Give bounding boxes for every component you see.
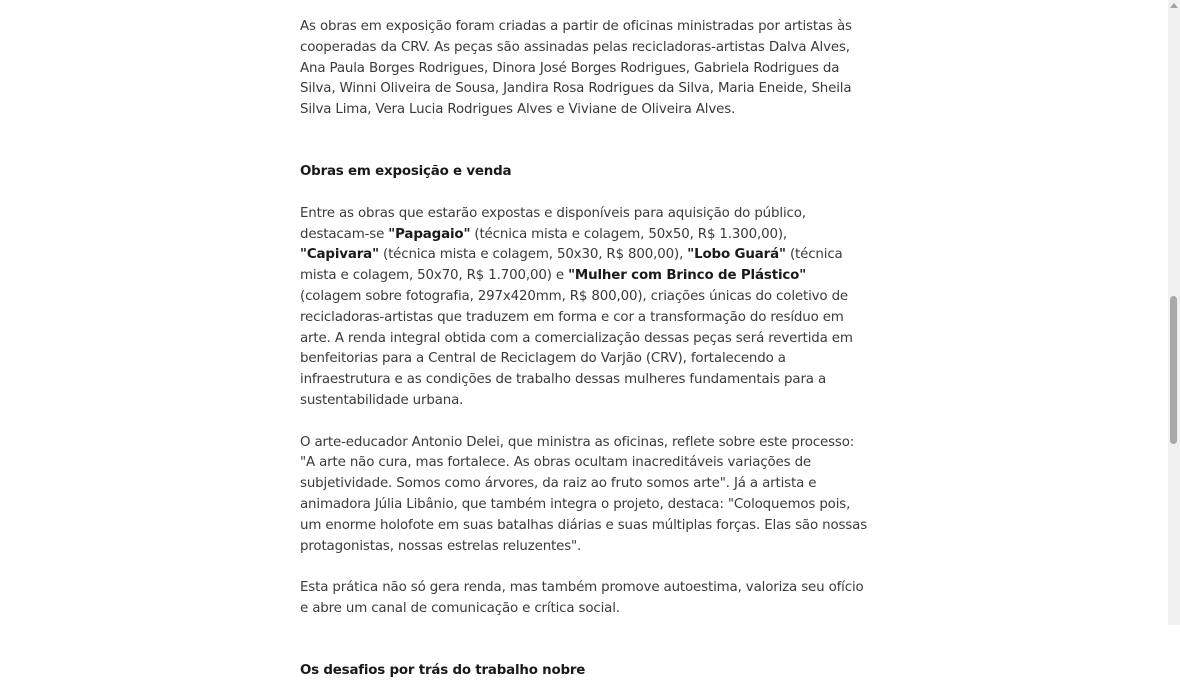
scroll-up-arrow-icon[interactable] [1170,3,1178,8]
work-title-papagaio: "Papagaio" [388,226,471,242]
text-segment: Entre as obras que estarão expostas e disponíveis para aquisição do público, destacam-se [300,205,806,242]
text-segment: (técnica mista e colagem, 50x50, R$ 1.300,00), [470,226,788,242]
text-segment: (técnica mista e colagem, 50x70, R$ 1.700,00) e [300,247,843,284]
text-segment: (técnica mista e colagem, 50x30, R$ 800,00), [378,247,688,263]
work-title-lobo-guara: "Lobo Guará" [687,247,786,263]
text-segment: (colagem sobre fotografia, 297x420mm, R$ 800,00), criações únicas do coletivo de recicladoras-artistas que traduzem em forma e cor a transformação do resíduo em arte. A renda integral obtida com a comercialização dessas peças será revertida em benfeitorias para a Central de Reciclagem do Varjão (CRV), fortalecendo a infraestrutura e as condições de trabalho dessas mulheres fundamentais para a sustentabilidade urbana. [300,288,853,408]
work-title-capivara: "Capivara" [300,247,379,263]
work-title-mulher-com-brinco: "Mulher com Brinco de Plástico" [568,268,807,284]
article-paragraph-artists: As obras em exposição foram criadas a partir de oficinas ministradas por artistas às cooperadas da CRV. As peças são assinadas pelas recicladoras-artistas Dalva Alves, Ana Paula Borges Rodrigues, Dinora José Borges Rodrigues, Gabriela Rodrigues da Silva, Winni Oliveira de Sousa, Jandira Rosa Rodrigues da Silva, Maria Eneide, Sheila Silva Lima, Vera Lucia Rodrigues Alves e Viviane de Oliveira Alves. [300,19,852,118]
scrollbar-thumb[interactable] [1170,296,1177,444]
scrollbar[interactable] [1168,0,1180,625]
article-paragraph-works [300,204,870,412]
article-body [300,17,870,682]
section-heading-challenges: Os desafios por trás do trabalho nobre [300,662,586,678]
article-paragraph-quotes: O arte-educador Antonio Delei, que ministra as oficinas, reflete sobre este processo: "A arte não cura, mas fortalece. As obras ocultam inacreditáveis variações de subjetividade. Somos como árvores, da raiz ao fruto somos arte". Já a artista e animadora Júlia Libânio, que também integra o projeto, destaca: "Coloquemos pois, um enorme holofote em suas batalhas diárias e suas múltiplas forças. Elas são nossas protagonistas, nossas estrelas reluzentes". [300,434,868,554]
section-heading-works-for-sale: Obras em exposição e venda [300,163,512,179]
article-paragraph-practice: Esta prática não só gera renda, mas também promove autoestima, valoriza seu ofício e abre um canal de comunicação e crítica social. [300,580,864,616]
